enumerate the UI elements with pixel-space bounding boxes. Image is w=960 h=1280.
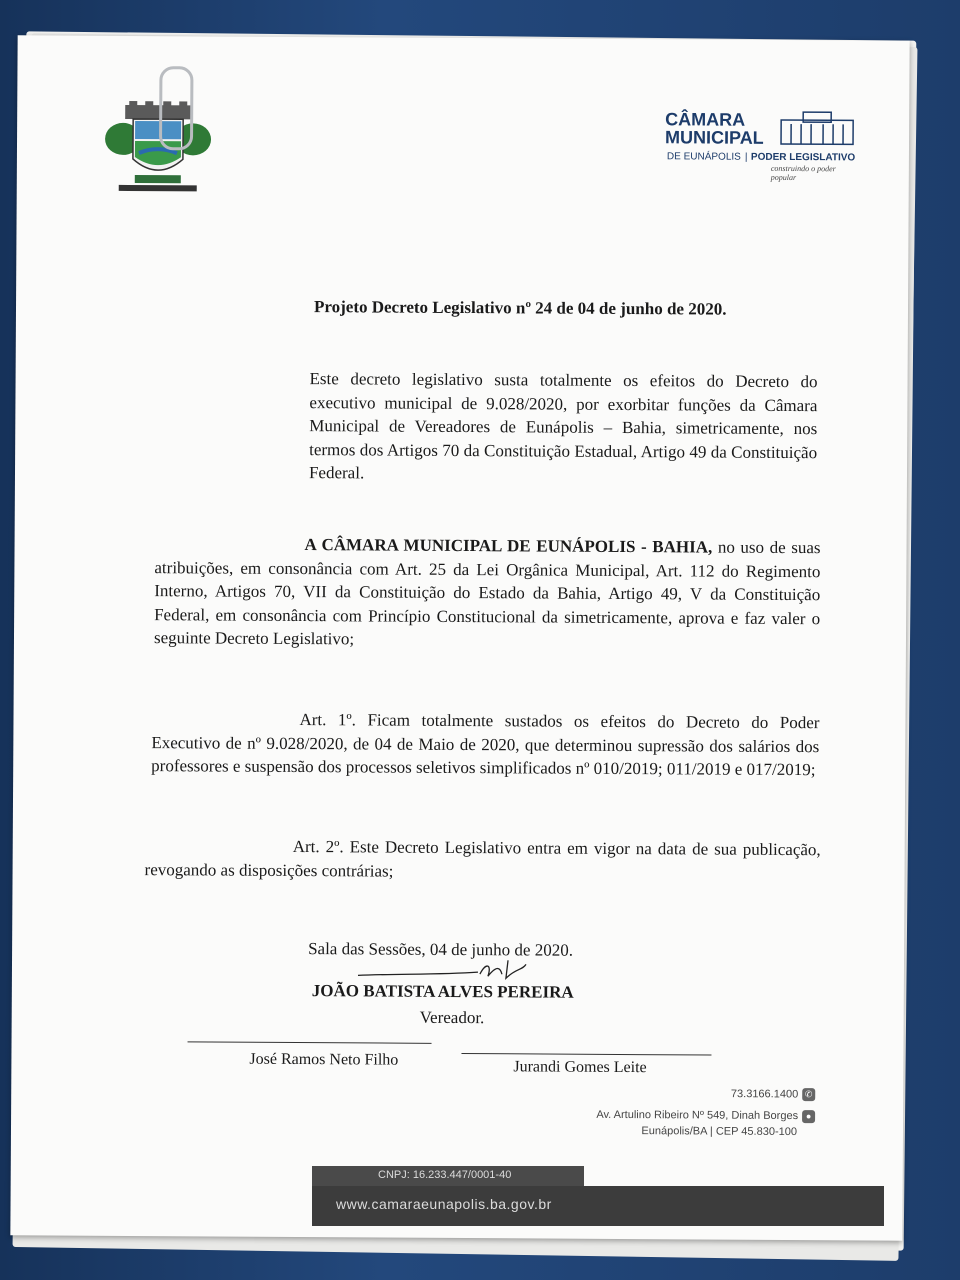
website-band [312,1186,884,1226]
signature-scribble [358,953,528,982]
article-1: Art. 1º. Ficam totalmente sustados os efeitos do Decreto do Poder Executivo de nº 9.028/2020, de 04 de Maio de 2020, que determinou supressão dos salários dos professores e suspensão dos processos seletivos simplificados nº 010/2019; 011/2019 e 017/2019; [151,710,820,780]
logo-de-eunapolis: DE EUNÁPOLIS [666,151,741,163]
preamble-text: no uso de suas atribuições, em consonância com Art. 25 da Lei Orgânica Municipal, Art. 112 do Regimento Interno, Artigos 70, VII da Constituição do Estado da Bahia, Artigo 49, V da Constituição Federal, em consonância com Princípio Constitucional da simetricamente, aprova e faz valer o seguinte Decreto Legislativo; [153,537,821,649]
footer-phone [731,1088,815,1102]
logo-camara-word: CÂMARA [665,109,746,130]
cosigner-right-name: Jurandi Gomes Leite [513,1058,647,1077]
preamble-bold: A CÂMARA MUNICIPAL DE EUNÁPOLIS - BAHIA, [304,535,713,557]
address-line-2: Eunápolis/BA | CEP 45.830-100 [641,1125,798,1139]
decree-title: Projeto Decreto Legislativo nº 24 de 04 de junho de 2020. [313,297,727,319]
preamble-paragraph [154,532,821,654]
cnpj-text: CNPJ: 16.233.447/0001-40 [378,1169,512,1181]
signature-line-left [188,1041,432,1043]
camara-logo [663,109,863,183]
logo-tagline: construindo o poder popular [770,163,836,183]
location-pin-icon: ● [802,1110,815,1123]
cosigner-left-name: José Ramos Neto Filho [249,1050,399,1069]
footer-address [596,1107,815,1140]
website-text: www.camaraeunapolis.ba.gov.br [336,1196,552,1212]
address-line-1: Av. Artulino Ribeiro Nº 549, Dinah Borges [596,1108,799,1123]
signer-name: JOÃO BATISTA ALVES PEREIRA [311,981,574,1002]
cnpj-band [312,1166,584,1186]
phone-text: 73.3166.1400 [730,1088,799,1101]
logo-separator: | [744,151,748,163]
building-icon [775,110,859,147]
decree-summary: Este decreto legislativo susta totalmente os efeitos do Decreto do executivo municipal de 9.028/2020, por exorbitar funções da Câmara Municipal de Vereadores de Eunápolis – Bahia, simetricamente, nos termos dos Artigos 70 da Constituição Estadual, Artigo 49 da Constituição Federal. [308,369,818,483]
document-page [10,35,909,1240]
article-2: Art. 2º. Este Decreto Legislativo entra em vigor na data de sua publicação, revogando as disposições contrárias; [144,836,821,881]
logo-municipal-word: MUNICIPAL [665,127,764,148]
municipal-crest-icon [105,101,212,194]
phone-icon: ✆ [802,1088,815,1101]
logo-poder-legislativo: PODER LEGISLATIVO [750,151,856,164]
place-date: Sala das Sessões, 04 de junho de 2020. [308,939,574,960]
paperclip-icon [159,66,194,150]
signer-role: Vereador. [419,1007,485,1028]
